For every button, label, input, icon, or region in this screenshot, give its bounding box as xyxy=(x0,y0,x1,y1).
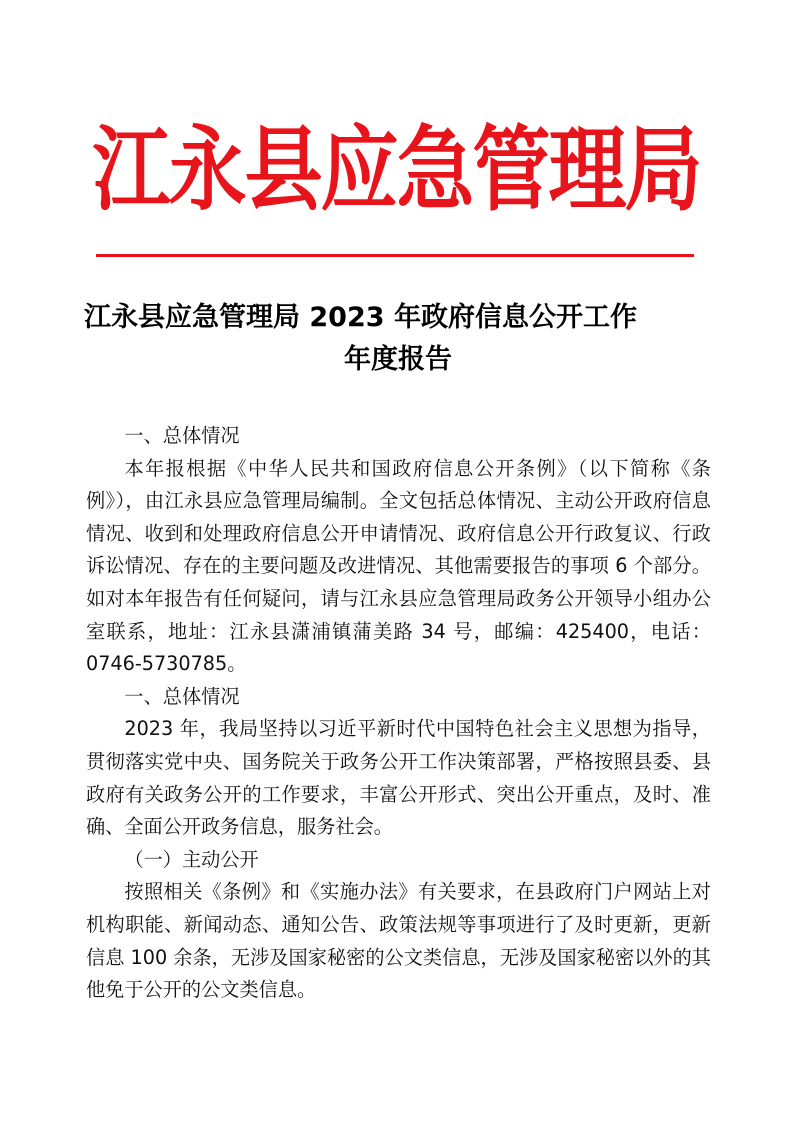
section-heading-overview: 一、总体情况 xyxy=(124,424,240,447)
red-divider-rule xyxy=(96,254,694,257)
proactive-disclosure-paragraph: 按照相关《条例》和《实施办法》有关要求，在县政府门户网站上对机构职能、新闻动态、通知公告、政策法规等事项进行了及时更新，更新信息 100 余条，无涉及国家秘密的公文类信息，无涉及国家秘密以外的其他免于公开的公文类信息。 xyxy=(86,880,711,1002)
document-body xyxy=(86,420,711,1007)
overview-paragraph: 2023 年，我局坚持以习近平新时代中国特色社会主义思想为指导，贯彻落实党中央、国务院关于政务公开工作决策部署，严格按照县委、县政府有关政务公开的工作要求，丰富公开形式、突出公开重点，及时、准确、全面公开政务信息，服务社会。 xyxy=(86,717,711,839)
intro-paragraph: 本年报根据《中华人民共和国政府信息公开条例》（以下简称《条例》），由江永县应急管理局编制。全文包括总体情况、主动公开政府信息情况、收到和处理政府信息公开申请情况、政府信息公开行政复议、行政诉讼情况、存在的主要问题及改进情况、其他需要报告的事项 6 个部分。如对本年报告有任何疑问，请与江永县应急管理局政务公开领导小组办公室联系，地址：江永县潇浦镇蒲美路 34 号，邮编：425400，电话：0746-5730785。 xyxy=(86,456,711,676)
subsection-heading-proactive-disclosure: （一）主动公开 xyxy=(124,847,259,871)
document-title-line-1: 江永县应急管理局 2023 年政府信息公开工作 xyxy=(84,302,637,333)
document-title-line-2: 年度报告 xyxy=(344,344,452,375)
org-header-title: 江永县应急管理局 xyxy=(92,117,701,225)
section-heading-overview-repeat: 一、总体情况 xyxy=(124,684,240,708)
